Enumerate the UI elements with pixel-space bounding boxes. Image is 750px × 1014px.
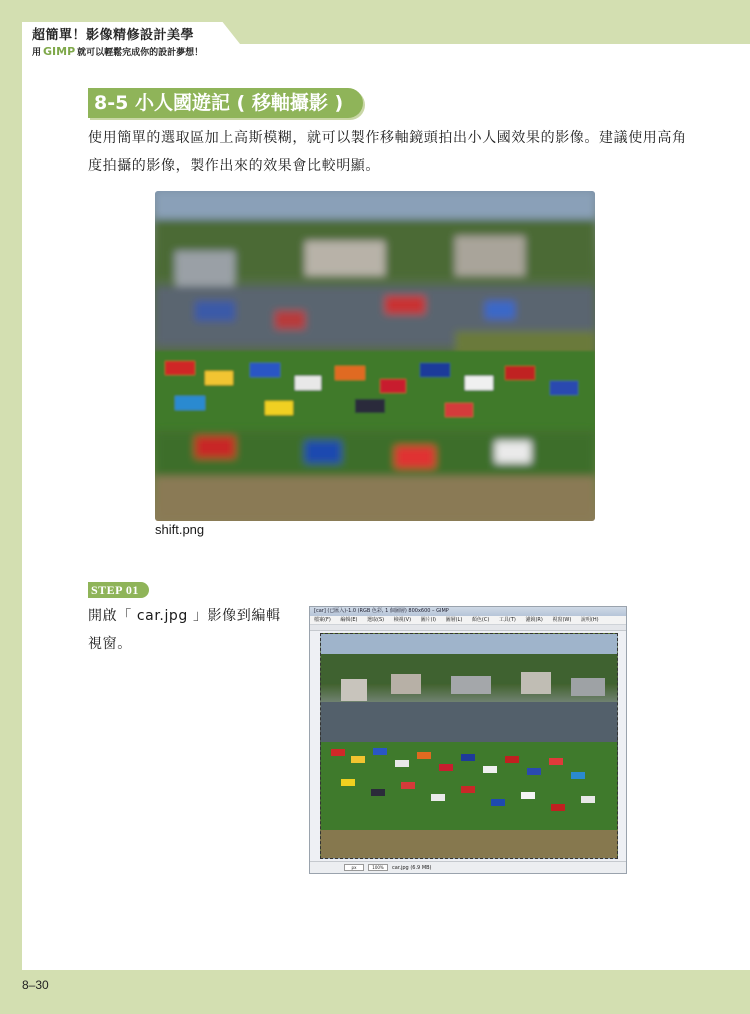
subtitle-prefix: 用 [32, 48, 42, 58]
gimp-titlebar: [car] (已匯入)-1.0 (RGB 色彩, 1 個圖層) 800x600 – GIMP [310, 607, 626, 616]
subtitle-brand: GIMP [43, 45, 76, 58]
page-number: 8–30 [22, 978, 49, 992]
gimp-ruler [310, 625, 626, 631]
gimp-menu-item: 顏色(C) [471, 617, 490, 623]
intro-paragraph: 使用簡單的選取區加上高斯模糊，就可以製作移軸鏡頭拍出小人國效果的影像。建議使用高角度拍攝的影像，製作出來的效果會比較明顯。 [88, 130, 687, 174]
tilt-shift-photo [155, 191, 595, 521]
gimp-menu-item: 檢視(V) [393, 617, 412, 623]
figure-caption: shift.png [155, 522, 205, 537]
section-heading: 8-5 小人國遊記 ( 移軸攝影 ) [88, 88, 363, 118]
status-zoom-select: 100% [368, 864, 388, 871]
step-badge: STEP 01 [88, 582, 149, 598]
status-text: car.jpg (6.9 MB) [392, 865, 432, 871]
gimp-menu-item: 選取(S) [367, 617, 385, 623]
gimp-menu-item: 視窗(W) [552, 617, 572, 623]
book-title: 超簡單！影像精修設計美學 [32, 28, 195, 43]
gimp-window-screenshot [309, 606, 627, 874]
book-subtitle [32, 45, 203, 58]
subtitle-suffix: 就可以輕鬆完成你的設計夢想！ [77, 48, 204, 58]
gimp-menu-item: 工具(T) [498, 617, 516, 623]
gimp-menu-item: 說明(H) [580, 617, 599, 623]
gimp-menu-item: 圖層(L) [445, 617, 463, 623]
gimp-menu-item: 編輯(E) [340, 617, 358, 623]
gimp-menu-item: 檔案(F) [314, 617, 331, 623]
gimp-statusbar [310, 861, 626, 873]
tilt-shift-photo-art [155, 191, 595, 521]
step-text: 開啟「 car.jpg 」影像到編輯視窗。 [88, 608, 281, 652]
gimp-canvas-image [320, 633, 618, 859]
car-photo-art [321, 634, 617, 858]
gimp-menubar [310, 616, 626, 625]
gimp-menu-item: 濾鏡(R) [525, 617, 543, 623]
status-unit-select: px [344, 864, 364, 871]
gimp-menu-item: 圖片(I) [420, 617, 437, 623]
